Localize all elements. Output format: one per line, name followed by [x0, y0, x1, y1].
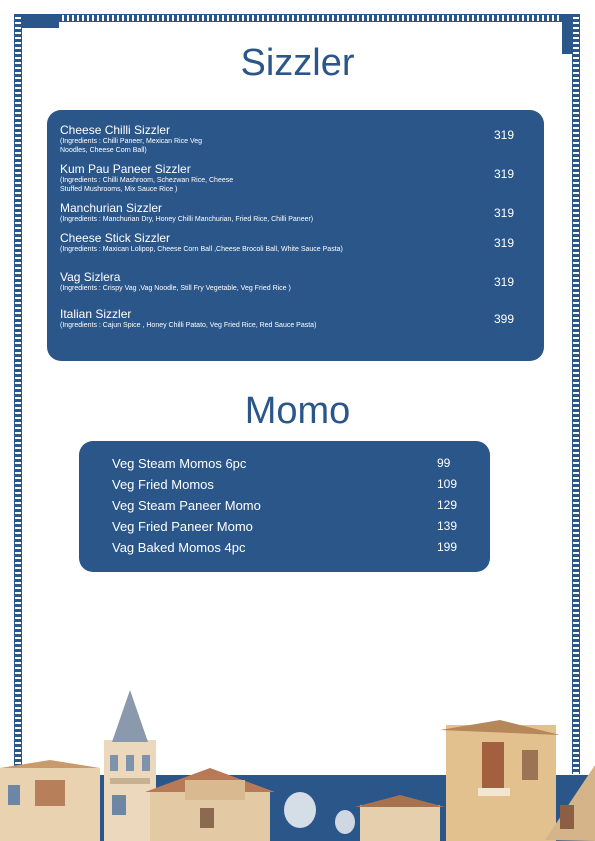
balcony — [478, 788, 510, 796]
menu-item-price: 129 — [437, 498, 458, 512]
menu-item — [60, 163, 530, 194]
momo-menu-panel — [79, 441, 490, 572]
building — [360, 805, 440, 841]
menu-item — [60, 202, 530, 224]
menu-item-price: 319 — [494, 167, 515, 181]
menu-item-price: 99 — [437, 456, 451, 470]
decorative-corner — [22, 14, 59, 28]
menu-item-name: Italian Sizzler — [60, 307, 132, 321]
window — [8, 785, 20, 805]
menu-item-ingredients: (Ingredients : Chilli Mashroom, Schezwan Rice, Cheese Stuffed Mushrooms, Mix Sauce Rice ) — [60, 177, 234, 193]
roof — [0, 760, 100, 768]
window — [560, 805, 574, 829]
menu-item-ingredients: (Ingredients : Manchurian Dry, Honey Chilli Manchurian, Fried Rice, Chilli Paneer) — [60, 216, 314, 223]
menu-item-ingredients: (Ingredients : Chilli Paneer, Mexican Rice Veg Noodles, Cheese Corn Ball) — [60, 138, 203, 154]
menu-item — [112, 456, 472, 474]
menu-item-ingredients: (Ingredients : Cajun Spice , Honey Chilli Patato, Veg Fried Rice, Red Sauce Pasta) — [60, 322, 317, 329]
menu-item — [112, 540, 472, 558]
menu-item — [60, 232, 530, 254]
menu-item-price: 319 — [494, 275, 515, 289]
window — [126, 755, 134, 771]
momo-section-title: Momo — [244, 390, 351, 432]
menu-item-price: 319 — [494, 206, 515, 220]
menu-item — [60, 271, 530, 293]
menu-item-name: Vag Sizlera — [60, 270, 121, 284]
menu-item-ingredients: (Ingredients : Crispy Vag ,Vag Noodle, Still Fry Vegetable, Veg Fried Rice ) — [60, 285, 291, 292]
menu-item-name: Cheese Stick Sizzler — [60, 231, 171, 245]
menu-item-ingredients: (Ingredients : Maxican Lolipop, Cheese Corn Ball ,Cheese Brocoli Ball, White Sauce Pasta) — [60, 246, 343, 253]
menu-item-name: Vag Baked Momos 4pc — [112, 540, 246, 555]
menu-item-name: Kum Pau Paneer Sizzler — [60, 162, 191, 176]
menu-item — [112, 477, 472, 495]
loggia — [185, 780, 245, 800]
dome — [335, 810, 355, 834]
sizzler-menu-panel — [47, 110, 544, 361]
window — [522, 750, 538, 780]
menu-item-name: Veg Fried Momos — [112, 477, 214, 492]
window — [35, 780, 65, 806]
window — [142, 755, 150, 771]
menu-item-price: 399 — [494, 312, 515, 326]
menu-item-price: 319 — [494, 128, 515, 142]
menu-item-name: Veg Steam Paneer Momo — [112, 498, 261, 513]
decorative-border-top — [59, 14, 579, 22]
door — [200, 808, 214, 828]
menu-item — [112, 519, 472, 537]
menu-item-price: 319 — [494, 236, 515, 250]
menu-item-name: Veg Steam Momos 6pc — [112, 456, 247, 471]
sizzler-section-title: Sizzler — [240, 42, 355, 84]
menu-item-price: 109 — [437, 477, 458, 491]
ledge — [110, 778, 150, 784]
window — [482, 742, 504, 788]
window — [112, 795, 126, 815]
menu-item — [60, 308, 530, 330]
watercolor-city-illustration — [0, 680, 595, 841]
menu-item — [112, 498, 472, 516]
menu-item-name: Manchurian Sizzler — [60, 201, 163, 215]
menu-item-name: Veg Fried Paneer Momo — [112, 519, 253, 534]
menu-item-name: Cheese Chilli Sizzler — [60, 123, 171, 137]
menu-item-price: 139 — [437, 519, 458, 533]
tower-spire — [112, 690, 148, 742]
dome — [284, 792, 316, 828]
menu-item — [60, 124, 530, 155]
window — [110, 755, 118, 771]
menu-item-price: 199 — [437, 540, 458, 554]
